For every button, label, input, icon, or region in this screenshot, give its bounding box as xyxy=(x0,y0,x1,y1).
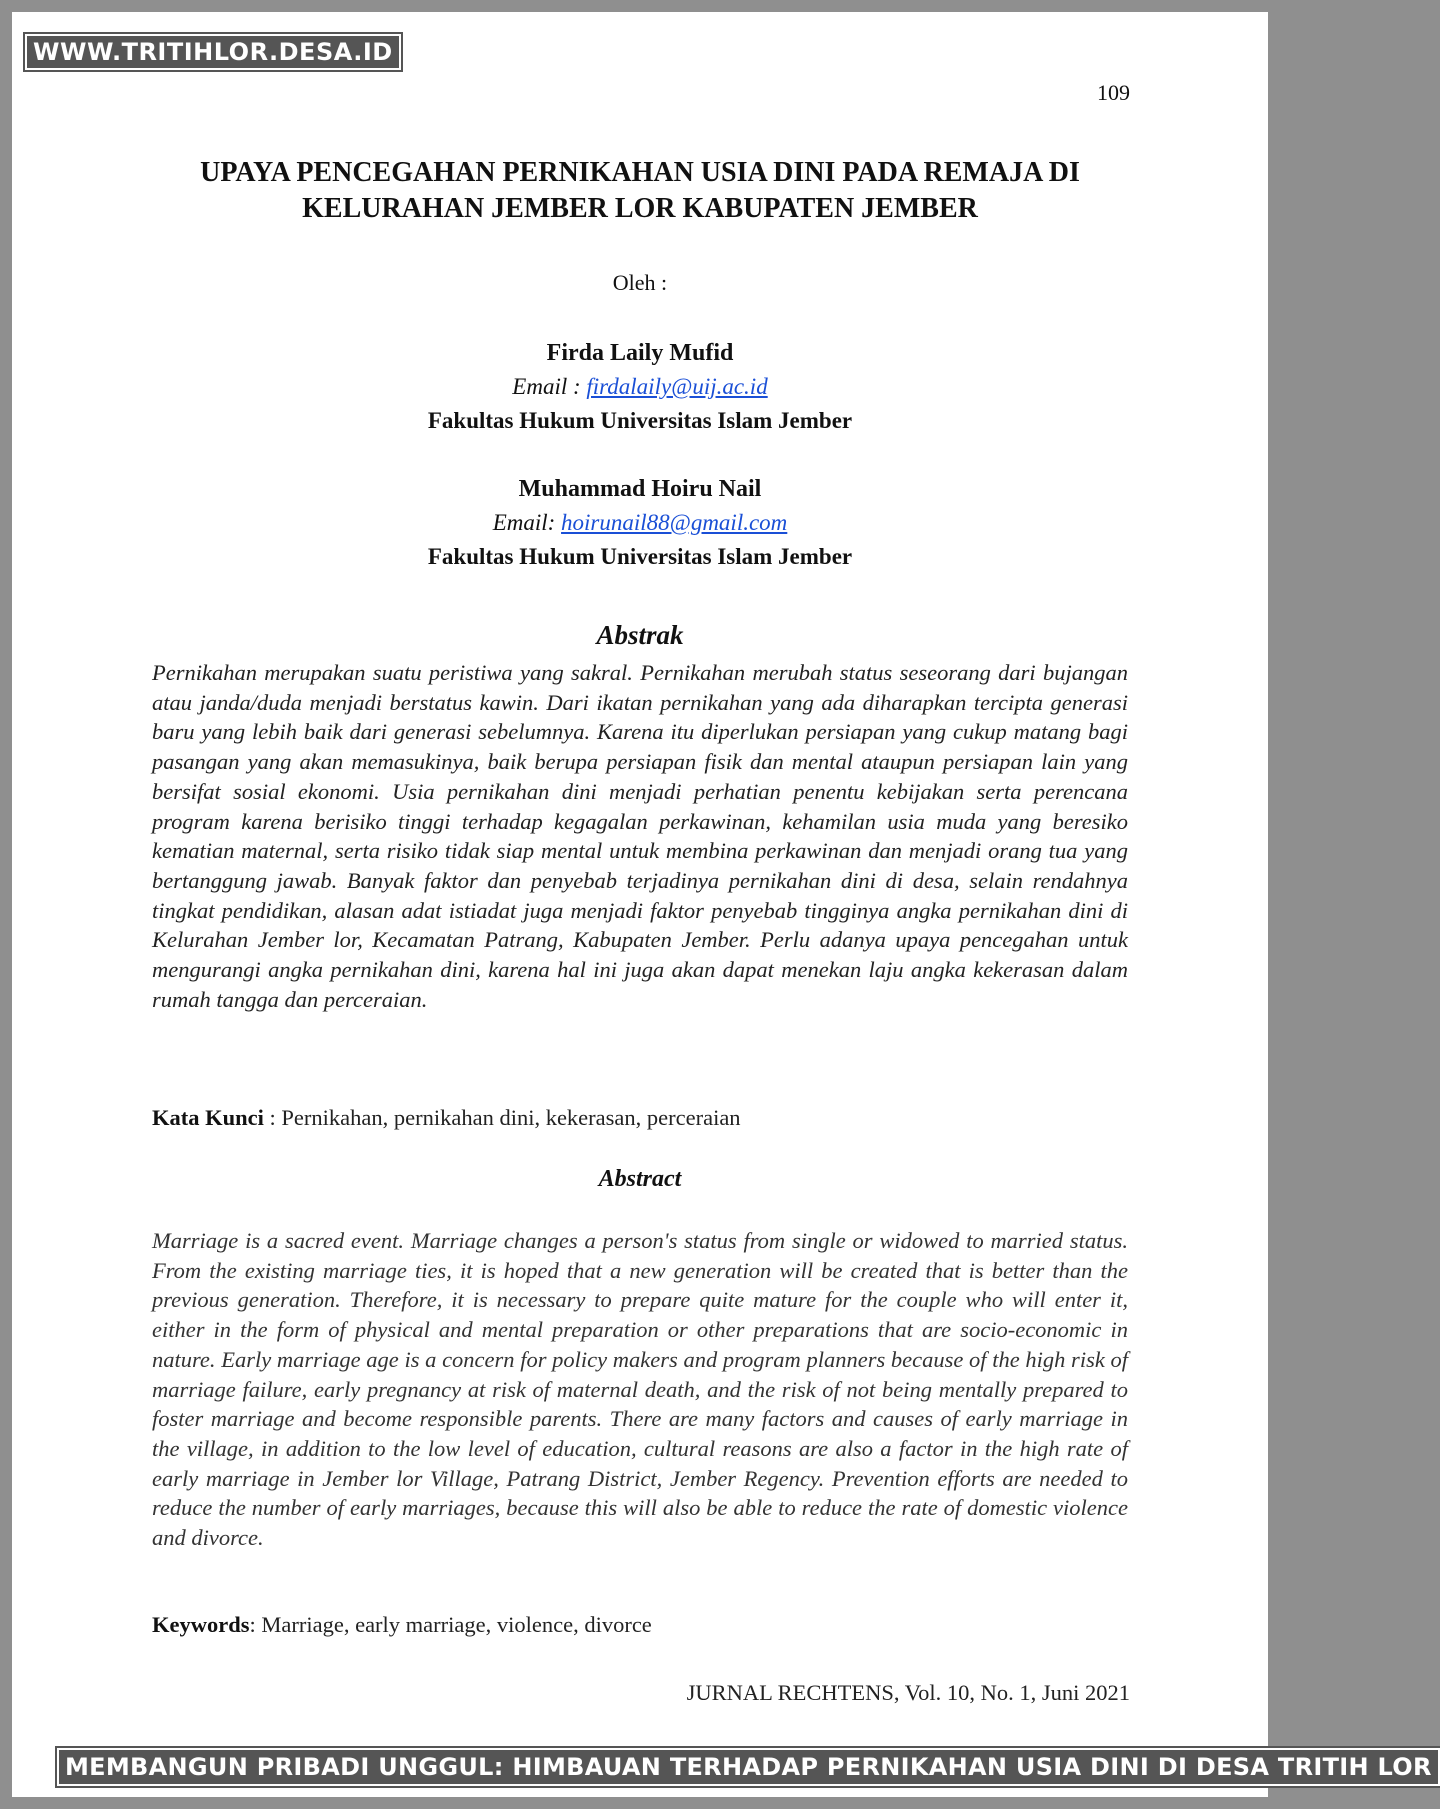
kata-kunci xyxy=(152,1105,1128,1131)
author-block-1 xyxy=(0,336,1280,438)
caption-banner: MEMBANGUN PRIBADI UNGGUL: HIMBAUAN TERHADAP PERNIKAHAN USIA DINI DI DESA TRITIH LOR xyxy=(57,1748,1440,1786)
byline-label: Oleh : xyxy=(612,270,668,295)
email-label: Email: xyxy=(492,510,562,535)
author-name: Firda Laily Mufid xyxy=(546,340,734,366)
kata-kunci-values: : Pernikahan, pernikahan dini, kekerasan, perceraian xyxy=(263,1105,741,1130)
author-email-link[interactable]: hoirunail88@gmail.com xyxy=(561,510,788,535)
keywords xyxy=(152,1612,1128,1638)
abstract-heading: Abstract xyxy=(598,1166,682,1192)
journal-footer: JURNAL RECHTENS, Vol. 10, No. 1, Juni 2021 xyxy=(686,1680,1130,1705)
title-line-1: UPAYA PENCEGAHAN PERNIKAHAN USIA DINI PADA REMAJA DI xyxy=(200,157,1080,188)
author-email-line xyxy=(0,506,1280,540)
page-number: 109 xyxy=(1097,80,1130,105)
abstrak-heading: Abstrak xyxy=(596,620,684,650)
author-email-line xyxy=(0,370,1280,404)
author-email-link[interactable]: firdalaily@uij.ac.id xyxy=(586,374,768,399)
abstrak-text: Pernikahan merupakan suatu peristiwa yang sakral. Pernikahan merubah status seseorang dari bujangan atau janda/duda menjadi berstatus kawin. Dari ikatan pernikahan yang ada diharapkan tercipta generasi baru yang lebih baik dari generasi sebelumnya. Karena itu diperlukan persiapan yang cukup matang bagi pasangan yang akan memasukinya, baik berupa persiapan fisik dan mental ataupun persiapan lain yang bersifat sosial ekonomi. Usia pernikahan dini menjadi perhatian penentu kebijakan serta perencana program karena berisiko tinggi terhadap kegagalan perkawinan, kehamilan usia muda yang beresiko kematian maternal, serta risiko tidak siap mental untuk membina perkawinan dan menjadi orang tua yang bertanggung jawab. Banyak faktor dan penyebab terjadinya pernikahan dini di desa, selain rendahnya tingkat pendidikan, alasan adat istiadat juga menjadi faktor penyebab tingginya angka pernikahan dini di Kelurahan Jember lor, Kecamatan Patrang, Kabupaten Jember. Perlu adanya upaya pencegahan untuk mengurangi angka pernikahan dini, karena hal ini juga akan dapat menekan laju angka kekerasan dalam rumah tangga dan perceraian. xyxy=(152,660,1128,1012)
author-name: Muhammad Hoiru Nail xyxy=(518,476,762,502)
author-affiliation: Fakultas Hukum Universitas Islam Jember xyxy=(427,544,853,569)
keywords-values: : Marriage, early marriage, violence, divorce xyxy=(249,1612,652,1637)
keywords-label: Keywords xyxy=(152,1612,250,1637)
author-block-2 xyxy=(0,472,1280,574)
title-line-2: KELURAHAN JEMBER LOR KABUPATEN JEMBER xyxy=(302,193,978,224)
abstract-text: Marriage is a sacred event. Marriage changes a person's status from single or widowed to married status. From the existing marriage ties, it is hoped that a new generation will be created that is better than the previous generation. Therefore, it is necessary to prepare quite mature for the couple who will enter it, either in the form of physical and mental preparation or other preparations that are socio-economic in nature. Early marriage age is a concern for policy makers and program planners because of the high risk of marriage failure, early pregnancy at risk of maternal death, and the risk of not being mentally prepared to foster marriage and become responsible parents. There are many factors and causes of early marriage in the village, in addition to the low level of education, cultural reasons are also a factor in the high rate of early marriage in Jember lor Village, Patrang District, Jember Regency. Prevention efforts are needed to reduce the number of early marriages, because this will also be able to reduce the rate of domestic violence and divorce. xyxy=(152,1228,1128,1551)
site-watermark: WWW.TRITIHLOR.DESA.ID xyxy=(25,34,401,70)
email-label: Email : xyxy=(512,374,587,399)
paper-title xyxy=(140,155,1140,227)
kata-kunci-label: Kata Kunci xyxy=(152,1105,264,1130)
author-affiliation: Fakultas Hukum Universitas Islam Jember xyxy=(427,408,853,433)
